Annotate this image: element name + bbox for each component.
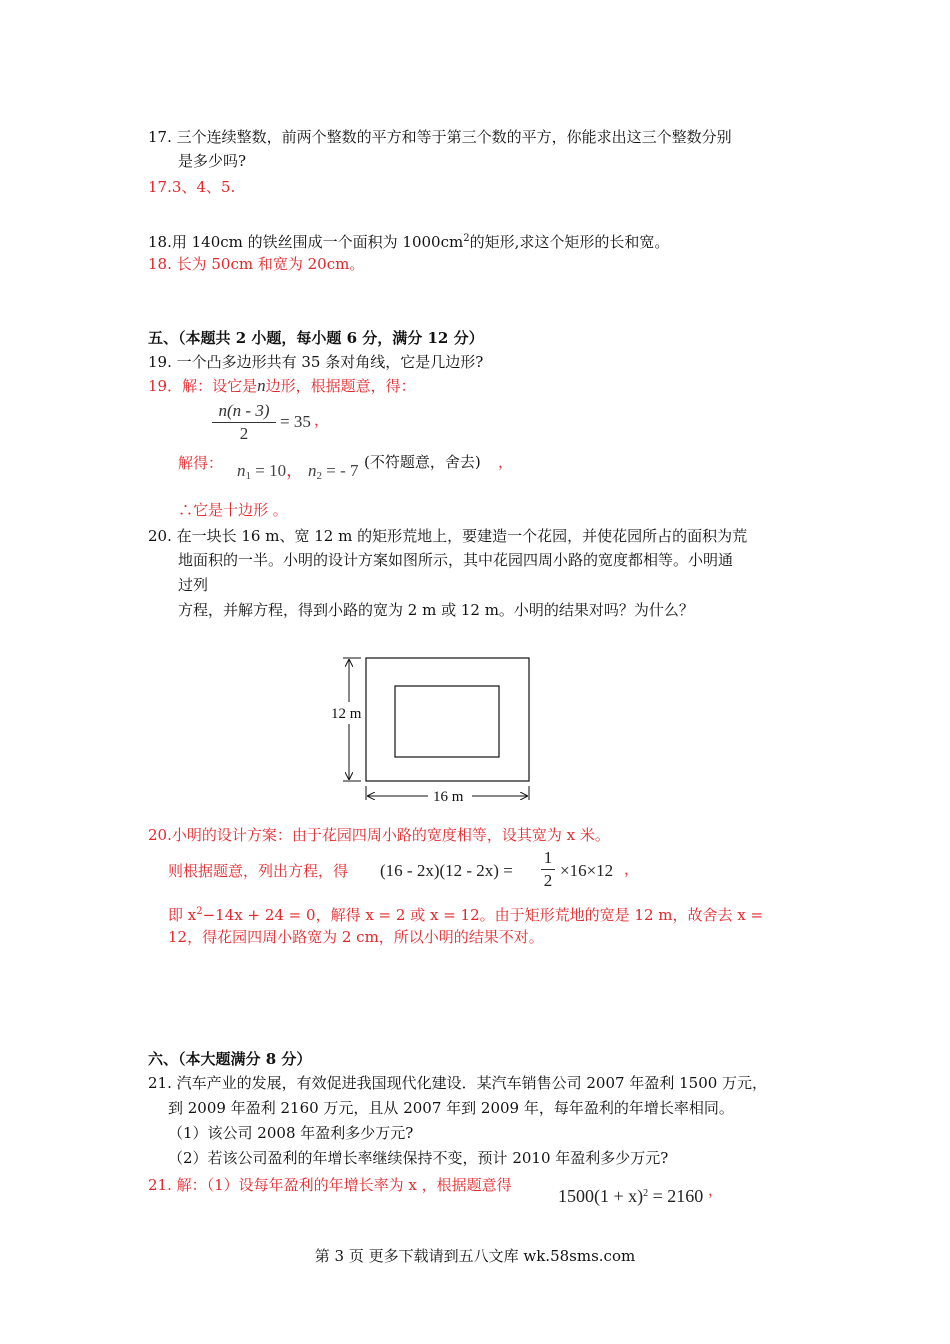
section6-heading: 六、（本大题满分 8 分）	[148, 1050, 312, 1068]
q20-answer-line3	[168, 902, 763, 925]
q19-n1	[237, 461, 303, 486]
q21-subquestion-2: （2）若该公司盈利的年增长率继续保持不变，预计 2010 年盈利多少万元?	[168, 1149, 669, 1167]
q19-frac-numerator: n(n - 3)	[218, 401, 270, 420]
q20-equation-comma: ，	[624, 860, 640, 878]
q20-answer-line3-b: −14x + 24 = 0，解得 x = 2 或 x = 12。由于矩形荒地的宽是 12 m，故舍去 x =	[202, 906, 764, 924]
q21-answer-text: 21. 解：（1）设每年盈利的年增长率为 x ，根据题意得	[148, 1176, 512, 1194]
q19-n1-var: n	[237, 461, 246, 480]
q18-text-sup: 2	[463, 233, 470, 244]
q21-subquestion-1: （1）该公司 2008 年盈利多少万元?	[168, 1124, 414, 1142]
q18-text-b: 的矩形,求这个矩形的长和宽。	[469, 233, 670, 251]
q19-n1-separator: ，	[286, 461, 304, 480]
q19-comma2: ，	[498, 453, 514, 471]
q20-eq-frac-bar	[541, 869, 555, 870]
q20-eq-frac-num: 1	[543, 848, 553, 867]
q19-conclusion: ∴它是十边形 。	[178, 501, 288, 519]
q20-eq-frac-den: 2	[543, 871, 553, 890]
q20-text-line4: 方程，并解方程，得到小路的宽为 2 m 或 12 m。小明的结果对吗？为什么？	[178, 601, 694, 619]
q18-text-a: 18.用 140cm 的铁丝围成一个面积为 1000cm	[148, 233, 464, 251]
q20-answer-line2-text: 则根据题意，列出方程，得	[168, 862, 349, 880]
q21-answer-equation	[558, 1184, 703, 1206]
q17-text-line1: 17. 三个连续整数，前两个整数的平方和等于第三个数的平方，你能求出这三个整数分别	[148, 128, 732, 146]
q19-n1-sub: 1	[245, 470, 251, 482]
q20-text-line3: 过列	[178, 576, 209, 594]
q19-answer-intro-n: n	[257, 376, 266, 395]
q19-frac-denominator: 2	[239, 424, 249, 443]
q21-eq-b: = 2160	[648, 1186, 704, 1206]
q19-n2	[308, 461, 359, 486]
q19-answer-intro	[148, 376, 416, 396]
q17-text-line2: 是多少吗?	[178, 152, 247, 170]
q19-n1-val: = 10	[255, 461, 287, 480]
q21-text-line1: 21. 汽车产业的发展，有效促进我国现代化建设．某汽车销售公司 2007 年盈利 1500 万元，	[148, 1074, 768, 1092]
q19-answer-intro-a: 19．解：设它是	[148, 377, 258, 395]
q19-fraction	[212, 401, 276, 444]
q20-equation-fraction	[541, 848, 555, 891]
q19-n2-var: n	[308, 461, 317, 480]
q17-answer: 17.3、4、5.	[148, 178, 236, 196]
q20-answer-line3-a: 即 x	[168, 906, 197, 924]
q20-text-line1: 20. 在一块长 16 m、宽 12 m 的矩形荒地上，要建造一个花园，并使花园所占的面积为荒	[148, 527, 748, 545]
q19-frac-rhs: = 35	[280, 412, 311, 431]
q19-n2-val: = - 7	[326, 461, 359, 480]
q20-answer-line1: 20.小明的设计方案：由于花园四周小路的宽度相等，设其宽为 x 米。	[148, 826, 610, 844]
width-label: 16 m	[433, 789, 464, 805]
q18-answer: 18. 长为 50cm 和宽为 20cm。	[148, 255, 365, 273]
outer-land-rect	[366, 658, 529, 781]
q19-question: 19. 一个凸多边形共有 35 条对角线，它是几边形?	[148, 353, 484, 371]
q19-frac-bar	[212, 422, 276, 423]
q21-answer-comma: ，	[708, 1181, 724, 1199]
q20-answer-line4: 12，得花园四周小路宽为 2 cm，所以小明的结果不对。	[168, 928, 544, 946]
q19-discard-note: (不符题意，舍去)	[364, 453, 481, 471]
q19-solve-label: 解得：	[178, 454, 224, 472]
q20-text-line2: 地面积的一半。小明的设计方案如图所示，其中花园四周小路的宽度都相等。小明通	[178, 551, 734, 569]
q19-answer-intro-b: 边形，根据题意，得：	[265, 377, 416, 395]
q20-equation-left: (16 - 2x)(12 - 2x) =	[380, 861, 513, 880]
q20-garden-figure	[325, 650, 540, 810]
q20-answer-line3-sup: 2	[196, 906, 203, 917]
q21-text-line2: 到 2009 年盈利 2160 万元，且从 2007 年到 2009 年，每年盈利的年增长率相同。	[168, 1099, 734, 1117]
q21-eq-a: 1500(1 + x)	[558, 1186, 644, 1206]
page-footer: 第 3 页 更多下载请到五八文库 wk.58sms.com	[314, 1247, 636, 1265]
q19-comma1: ，	[314, 411, 330, 429]
q21-eq-sup: 2	[643, 1188, 649, 1199]
height-label: 12 m	[331, 706, 362, 722]
q20-equation-right: ×16×12	[560, 861, 614, 880]
q18-text	[148, 229, 669, 252]
section5-heading: 五、（本题共 2 小题，每小题 6 分，满分 12 分）	[148, 329, 484, 347]
inner-garden-rect	[395, 686, 499, 757]
q19-n2-sub: 2	[316, 470, 322, 482]
